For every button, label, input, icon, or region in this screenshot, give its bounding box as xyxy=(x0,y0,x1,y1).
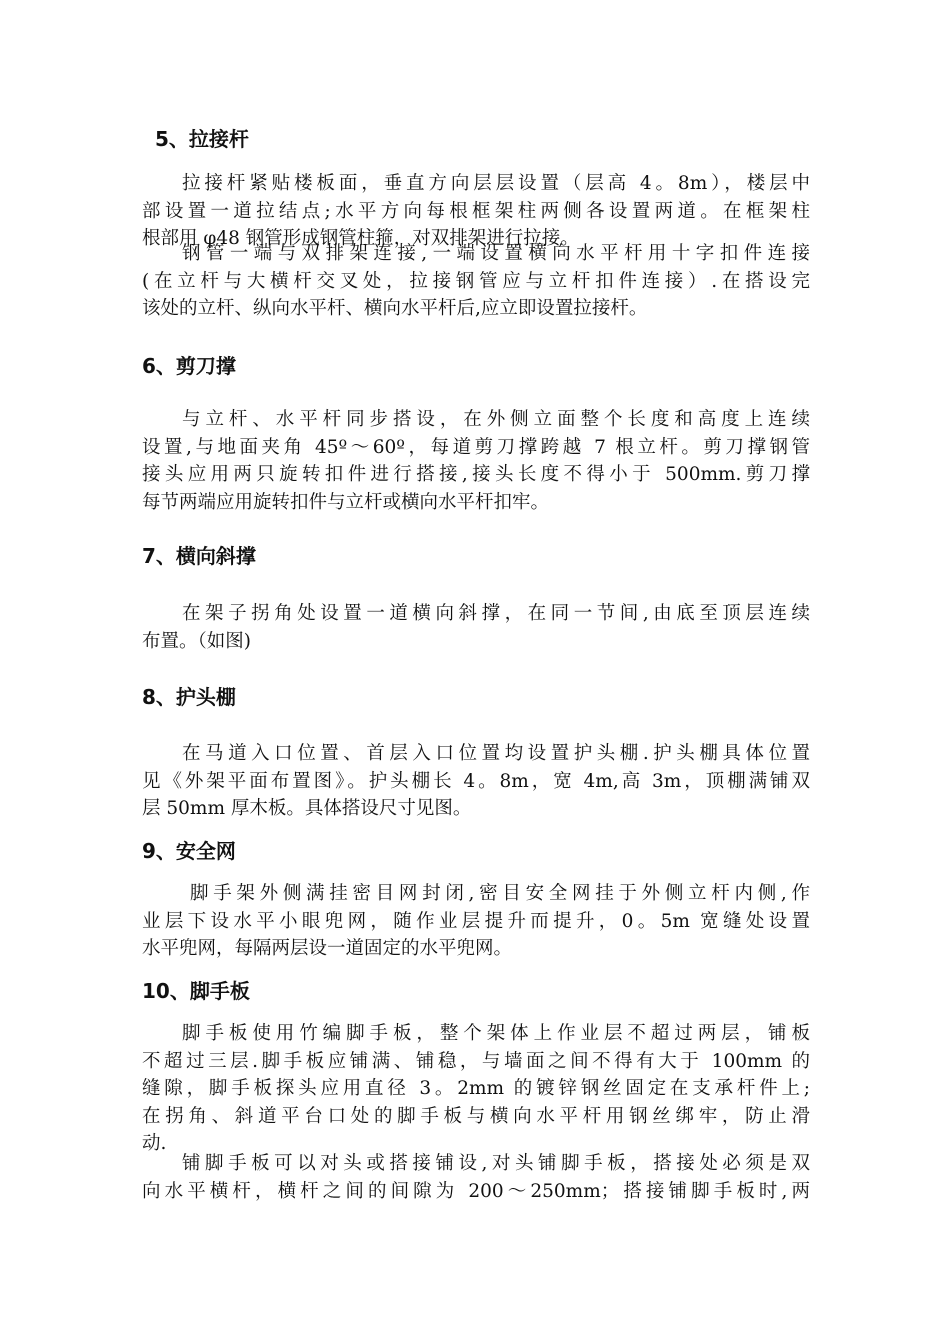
paragraph-9-1 xyxy=(142,880,810,963)
text-line: 脚手板使用竹编脚手板，整个架体上作业层不超过两层，铺板 xyxy=(182,1023,810,1044)
text-line: 在架子拐角处设置一道横向斜撑，在同一节间,由底至顶层连续 xyxy=(182,603,810,624)
paragraph-10-1 xyxy=(142,1020,810,1158)
text-line: 水平兜网，每隔两层设一道固定的水平兜网。 xyxy=(142,938,513,959)
section-heading-9: 9、安全网 xyxy=(142,839,236,863)
section-heading-6: 6、剪刀撑 xyxy=(142,354,236,378)
text-line: 层 50mm 厚木板。具体搭设尺寸见图。 xyxy=(142,798,472,819)
text-line: 在拐角、斜道平台口处的脚手板与横向水平杆用钢丝绑牢，防止滑 xyxy=(142,1105,810,1127)
paragraph-5-2 xyxy=(142,240,810,323)
text-line: 见《外架平面布置图》。护头棚长 4。8m，宽 4m,高 3m，顶棚满铺双 xyxy=(142,770,810,792)
text-line: 该处的立杆、纵向水平杆、横向水平杆后,应立即设置拉接杆。 xyxy=(142,298,648,319)
section-heading-7: 7、横向斜撑 xyxy=(142,544,256,568)
text-line: (在立杆与大横杆交叉处，拉接钢管应与立杆扣件连接）.在搭设完 xyxy=(142,270,810,292)
section-heading-5: 5、拉接杆 xyxy=(155,127,249,151)
paragraph-10-2 xyxy=(142,1150,810,1205)
paragraph-8-1 xyxy=(142,740,810,823)
text-line: 根部用 φ48 钢管形成钢管柱箍，对双排架进行拉接。 xyxy=(142,228,579,249)
text-line: 缝隙，脚手板探头应用直径 3。2mm 的镀锌钢丝固定在支承杆件上; xyxy=(142,1078,810,1099)
text-line: 与立杆、水平杆同步搭设，在外侧立面整个长度和高度上连续 xyxy=(182,409,810,430)
text-line: 拉接杆紧贴楼板面，垂直方向层层设置（层高 4。8m），楼层中 xyxy=(182,173,810,194)
text-line: 每节两端应用旋转扣件与立杆或横向水平杆扣牢。 xyxy=(142,491,550,513)
text-line: 铺脚手板可以对头或搭接铺设,对头铺脚手板，搭接处必须是双 xyxy=(182,1153,810,1174)
text-line: 布置。（如图) xyxy=(142,630,251,652)
text-line: 钢管一端与双排架连接,一端设置横向水平杆用十字扣件连接 xyxy=(182,243,810,264)
text-line: 脚手架外侧满挂密目网封闭,密目安全网挂于外侧立杆内侧,作 xyxy=(190,883,810,904)
text-line: 动. xyxy=(142,1133,167,1154)
text-line: 不超过三层.脚手板应铺满、铺稳，与墙面之间不得有大于 100mm 的 xyxy=(142,1050,810,1072)
text-line: 业层下设水平小眼兜网，随作业层提升而提升，0。5m 宽缝处设置 xyxy=(142,910,810,932)
section-heading-10: 10、脚手板 xyxy=(142,979,250,1003)
text-line: 部设置一道拉结点;水平方向每根框架柱两侧各设置两道。在框架柱 xyxy=(142,200,810,222)
paragraph-7-1 xyxy=(142,600,810,655)
text-line: 在马道入口位置、首层入口位置均设置护头棚.护头棚具体位置 xyxy=(182,743,810,764)
section-heading-8: 8、护头棚 xyxy=(142,685,236,709)
paragraph-6-1 xyxy=(142,406,810,516)
text-line: 设置,与地面夹角 45º～60º，每道剪刀撑跨越 7 根立杆。剪刀撑钢管 xyxy=(142,436,810,458)
text-line: 向水平横杆，横杆之间的间隙为 200～250mm；搭接铺脚手板时,两 xyxy=(142,1180,810,1202)
text-line: 接头应用两只旋转扣件进行搭接,接头长度不得小于 500mm.剪刀撑 xyxy=(142,464,810,485)
